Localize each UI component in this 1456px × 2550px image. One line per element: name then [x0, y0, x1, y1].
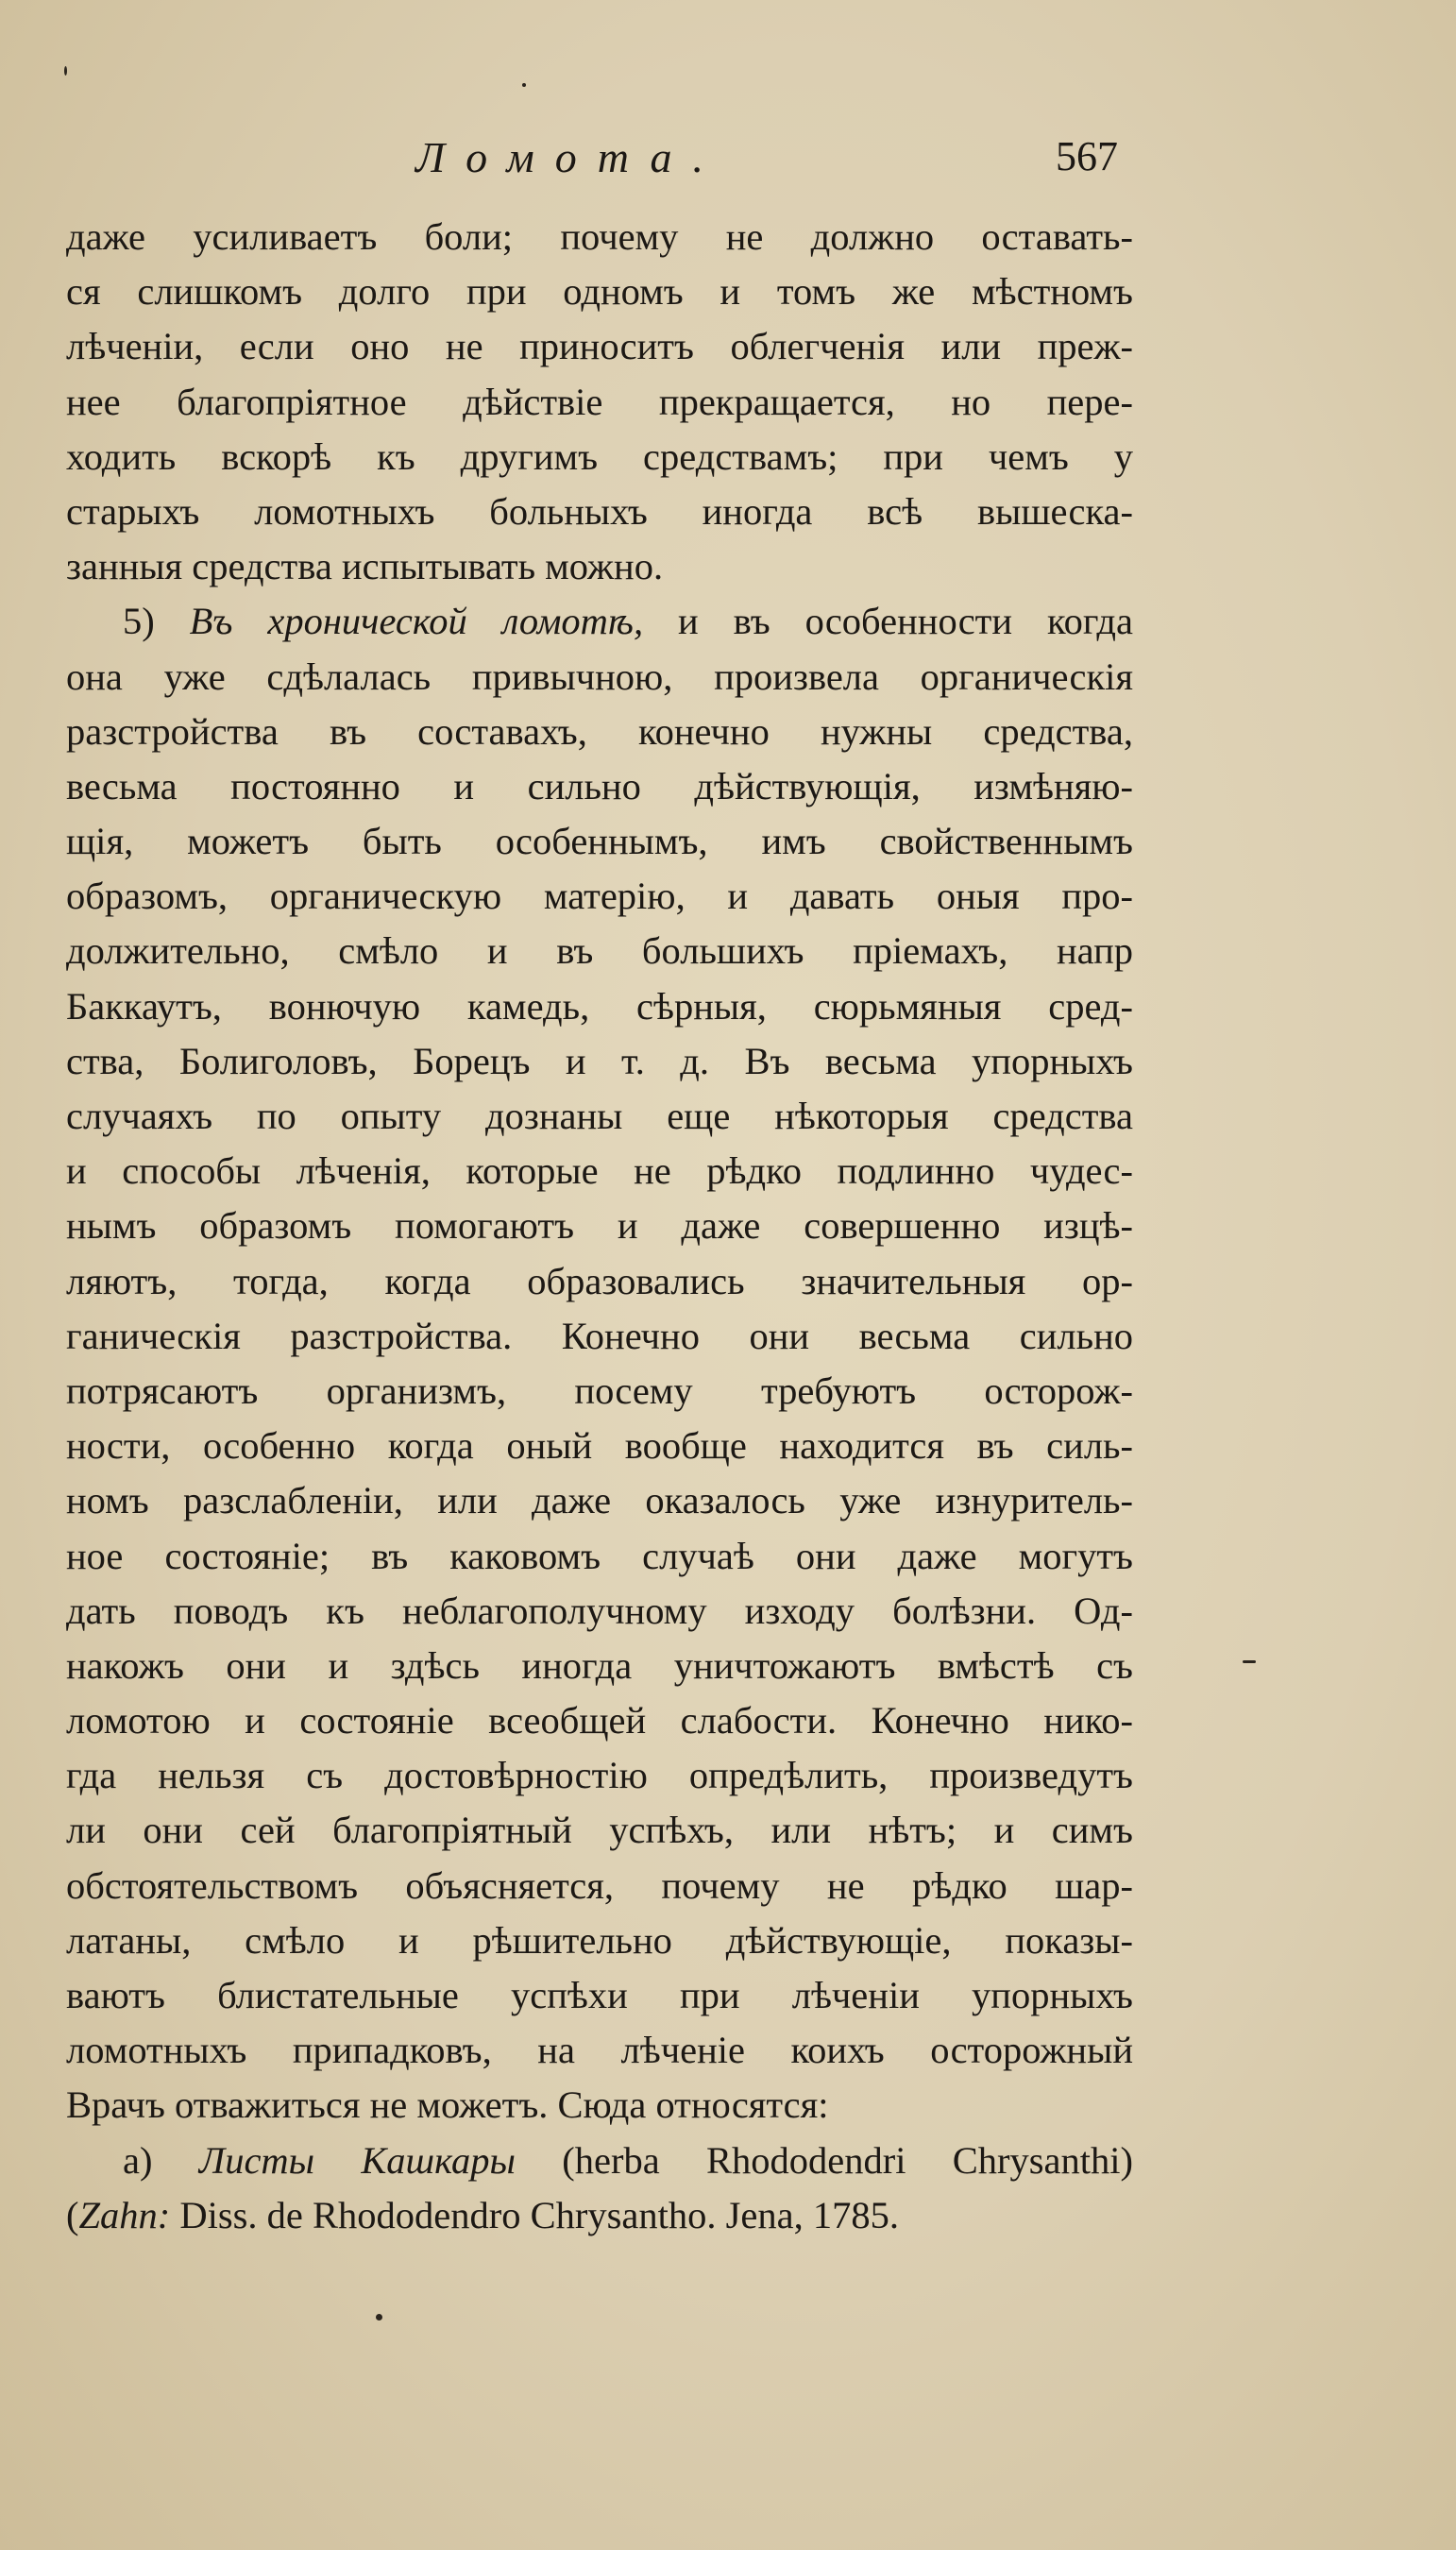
text-line: потрясаютъ организмъ, посему требуютъ осторож- [66, 1368, 1133, 1412]
citation-text: Diss. de Rhododendro Chrysantho. Jena, 1785. [179, 2193, 899, 2236]
author-name: Zahn: [78, 2193, 171, 2236]
page-header [0, 132, 1456, 189]
text-line: ства, Болиголовъ, Борецъ и т. д. Въ весьма упорныхъ [66, 1039, 1133, 1082]
text-span: и въ особенности когда [678, 600, 1133, 643]
body-text [66, 210, 1133, 2243]
text-line: образомъ, органическую матерію, и давать оныя про- [66, 875, 1133, 918]
ink-speck [1243, 1660, 1256, 1663]
text-line: ляютъ, тогда, когда образовались значительныя ор- [66, 1259, 1133, 1302]
text-line: Баккаутъ, вонючую камедь, сѣрныя, сюрьмяныя сред- [66, 984, 1133, 1028]
text-line: ломотою и состояніе всеобщей слабости. Конечно нико- [66, 1699, 1133, 1742]
text-line: щія, можетъ быть особеннымъ, имъ свойственнымъ [66, 820, 1133, 863]
text-line: гда нельзя съ достовѣрностію опредѣлить, произведутъ [66, 1754, 1133, 1797]
italic-term: Въ хронической ломотѣ, [189, 600, 644, 643]
item-number: 5) [123, 600, 155, 643]
text-line: случаяхъ по опыту дознаны еще нѣкоторыя средства [66, 1095, 1133, 1137]
text-line: ное состояніе; въ каковомъ случаѣ они даже могутъ [66, 1534, 1133, 1577]
text-line: ли они сей благопріятный успѣхъ, или нѣтъ; и симъ [66, 1809, 1133, 1852]
item-letter: a) [123, 2138, 153, 2182]
text-line: она уже сдѣлалась привычною, произвела органическія [66, 654, 1133, 698]
text-line: ломотныхъ припадковъ, на лѣченіе коихъ осторожный [66, 2029, 1133, 2072]
text-line: ваютъ блистательные успѣхи при лѣченіи упорныхъ [66, 1974, 1133, 2016]
paragraph-5-first-line [66, 594, 1133, 649]
citation-line [66, 2188, 1133, 2243]
ink-speck [522, 83, 526, 87]
text-line: дать поводъ къ неблагополучному изходу болѣзни. Од- [66, 1589, 1133, 1632]
page-number: 567 [1056, 133, 1118, 179]
text-line: нее благопріятное дѣйствіе прекращается, но пере- [66, 380, 1133, 423]
text-line: накожъ они и здѣсь иногда уничтожаютъ вмѣстѣ съ [66, 1643, 1133, 1687]
text-line: Врачъ отважиться не можетъ. Сюда относятся: [66, 2083, 829, 2127]
item-a-first-line [66, 2134, 1133, 2188]
text-line: старыхъ ломотныхъ больныхъ иногда всѣ вышеска- [66, 489, 1133, 533]
text-line: и способы лѣченія, которые не рѣдко подлинно чудес- [66, 1149, 1133, 1193]
italic-term: Листы Кашкары [198, 2138, 516, 2182]
running-title: Ломота. [415, 133, 725, 181]
text-line: номъ разслабленіи, или даже оказалось уже изнуритель- [66, 1479, 1133, 1522]
text-line: должительно, смѣло и въ большихъ пріемахъ, напр [66, 929, 1133, 973]
text-line: нымъ образомъ помогаютъ и даже совершенно изцѣ- [66, 1204, 1133, 1248]
text-line: весьма постоянно и сильно дѣйствующія, измѣняю- [66, 764, 1133, 808]
text-line: разстройства въ составахъ, конечно нужны средства, [66, 709, 1133, 753]
text-line: обстоятельствомъ объясняется, почему не рѣдко шар- [66, 1863, 1133, 1907]
text-line: даже усиливаетъ боли; почему не должно оставать- [66, 215, 1133, 258]
text-line: ганическія разстройства. Конечно они весьма сильно [66, 1314, 1133, 1357]
text-line: ся слишкомъ долго при одномъ и томъ же мѣстномъ [66, 270, 1133, 314]
ink-speck [64, 66, 67, 76]
text-line: ности, особенно когда оный вообще находится въ силь- [66, 1424, 1133, 1468]
open-paren: ( [66, 2193, 79, 2236]
text-line: лѣченіи, если оно не приноситъ облегченія или преж- [66, 325, 1133, 368]
text-line: занныя средства испытывать можно. [66, 545, 664, 588]
ink-speck [376, 2314, 382, 2320]
text-line: латаны, смѣло и рѣшительно дѣйствующіе, показы- [66, 1918, 1133, 1962]
latin-name: (herba Rhododendri Chrysanthi) [562, 2138, 1133, 2182]
text-line: ходить вскорѣ къ другимъ средствамъ; при чемъ у [66, 434, 1133, 478]
